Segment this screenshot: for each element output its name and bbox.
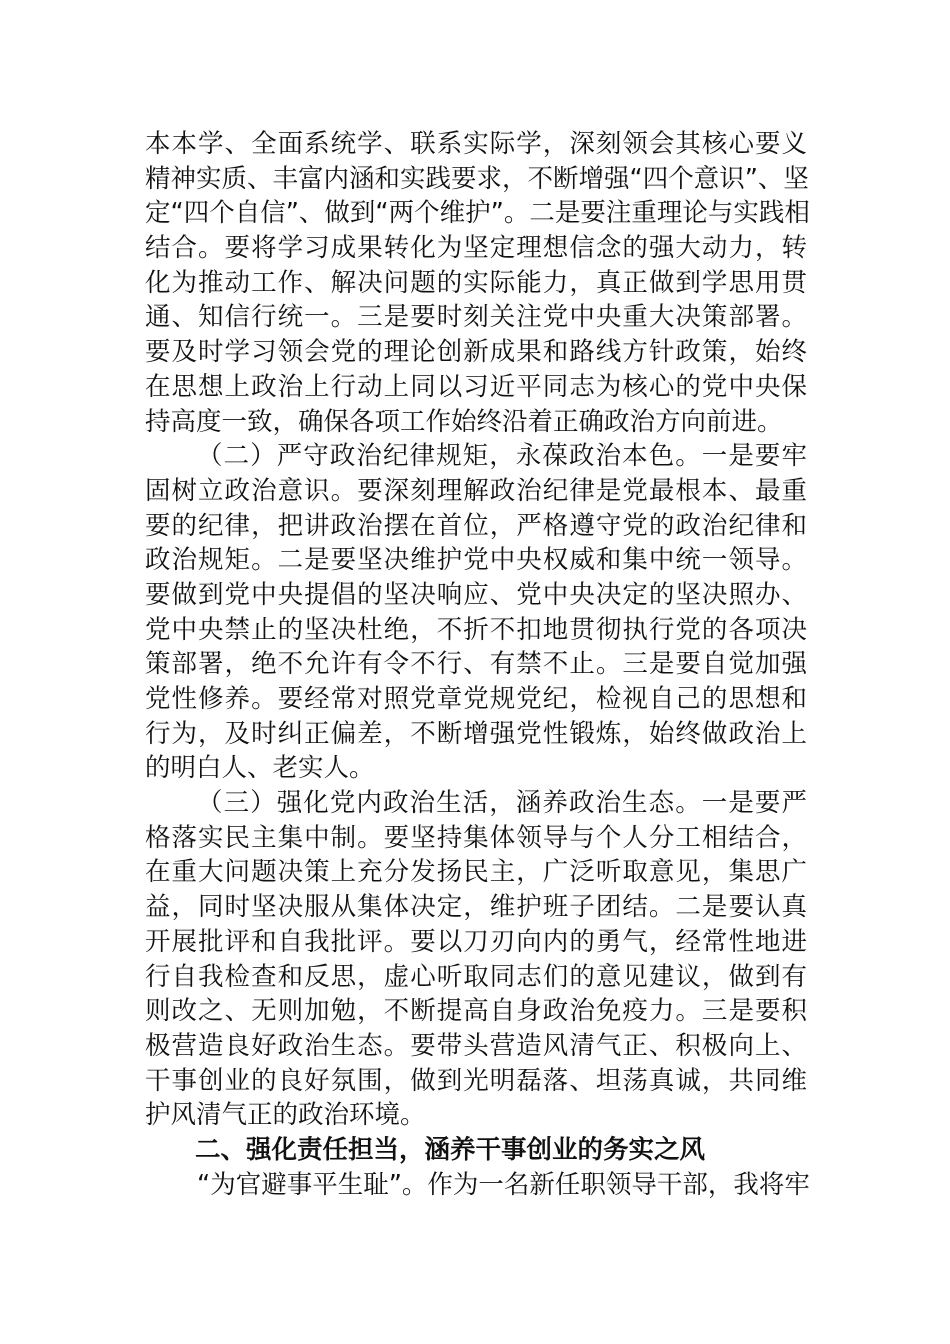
text-line: 在思想上政治上行动上同以习近平同志为核心的党中央保 [145,371,807,402]
text-line: 通、知信行统一。三是要时刻关注党中央重大决策部署。 [145,302,807,333]
text-line: 格落实民主集中制。要坚持集体领导与个人分工相结合， [145,822,807,853]
text-line: 本本学、全面系统学、联系实际学，深刻领会其核心要义 [145,129,807,159]
text-line: 党中央禁止的坚决杜绝，不折不扣地贯彻执行党的各项决 [145,614,807,645]
text-line: 的明白人、老实人。 [145,753,375,784]
text-line: 政治规矩。二是要坚决维护党中央权威和集中统一领导。 [145,545,807,576]
text-line: 策部署，绝不允许有令不行、有禁不止。三是要自觉加强 [145,649,807,680]
text-line: 干事创业的良好氛围，做到光明磊落、坦荡真诚，共同维 [145,1065,807,1096]
text-line: 化为推动工作、解决问题的实际能力，真正做到学思用贯 [145,267,807,298]
text-line: 要做到党中央提倡的坚决响应、党中央决定的坚决照办、 [145,579,807,610]
text-line: 行为，及时纠正偏差，不断增强党性锻炼，始终做政治上 [145,718,807,749]
text-line: 持高度一致，确保各项工作始终沿着正确政治方向前进。 [145,406,783,437]
text-line: 行自我检查和反思，虚心听取同志们的意见建议，做到有 [145,961,807,992]
text-line: 护风清气正的政治环境。 [145,1100,426,1131]
text-line: 定“四个自信”、做到“两个维护”。二是要注重理论与实践相 [145,198,810,229]
body-text [145,127,810,1202]
text-line: 则改之、无则加勉，不断提高自身政治免疫力。三是要积 [145,996,807,1027]
text-line: 精神实质、丰富内涵和实践要求，不断增强“四个意识”、坚 [145,163,809,194]
paragraph-start-line: （二）严守政治纪律规矩，永葆政治本色。一是要牢 [197,441,807,472]
text-line: 开展批评和自我批评。要以刀刃向内的勇气，经常性地进 [145,926,807,957]
text-line: 结合。要将学习成果转化为坚定理想信念的强大动力，转 [145,233,807,264]
paragraph-start-line: （三）强化党内政治生活，涵养政治生态。一是要严 [197,788,807,819]
section-heading: 二、强化责任担当，涵养干事创业的务实之风 [195,1134,706,1165]
text-line: 在重大问题决策上充分发扬民主，广泛听取意见，集思广 [145,857,807,888]
text-line: 极营造良好政治生态。要带头营造风清气正、积极向上、 [145,1030,807,1061]
text-line: 要的纪律，把讲政治摆在首位，严格遵守党的政治纪律和 [145,510,807,541]
paragraph-start-line: “为官避事平生耻”。作为一名新任职领导干部，我将牢 [197,1169,810,1200]
text-line: 要及时学习领会党的理论创新成果和路线方针政策，始终 [145,337,807,368]
text-line: 固树立政治意识。要深刻理解政治纪律是党最根本、最重 [145,475,807,506]
text-line: 益，同时坚决服从集体决定，维护班子团结。二是要认真 [145,892,807,923]
text-line: 党性修养。要经常对照党章党规党纪，检视自己的思想和 [145,684,807,714]
